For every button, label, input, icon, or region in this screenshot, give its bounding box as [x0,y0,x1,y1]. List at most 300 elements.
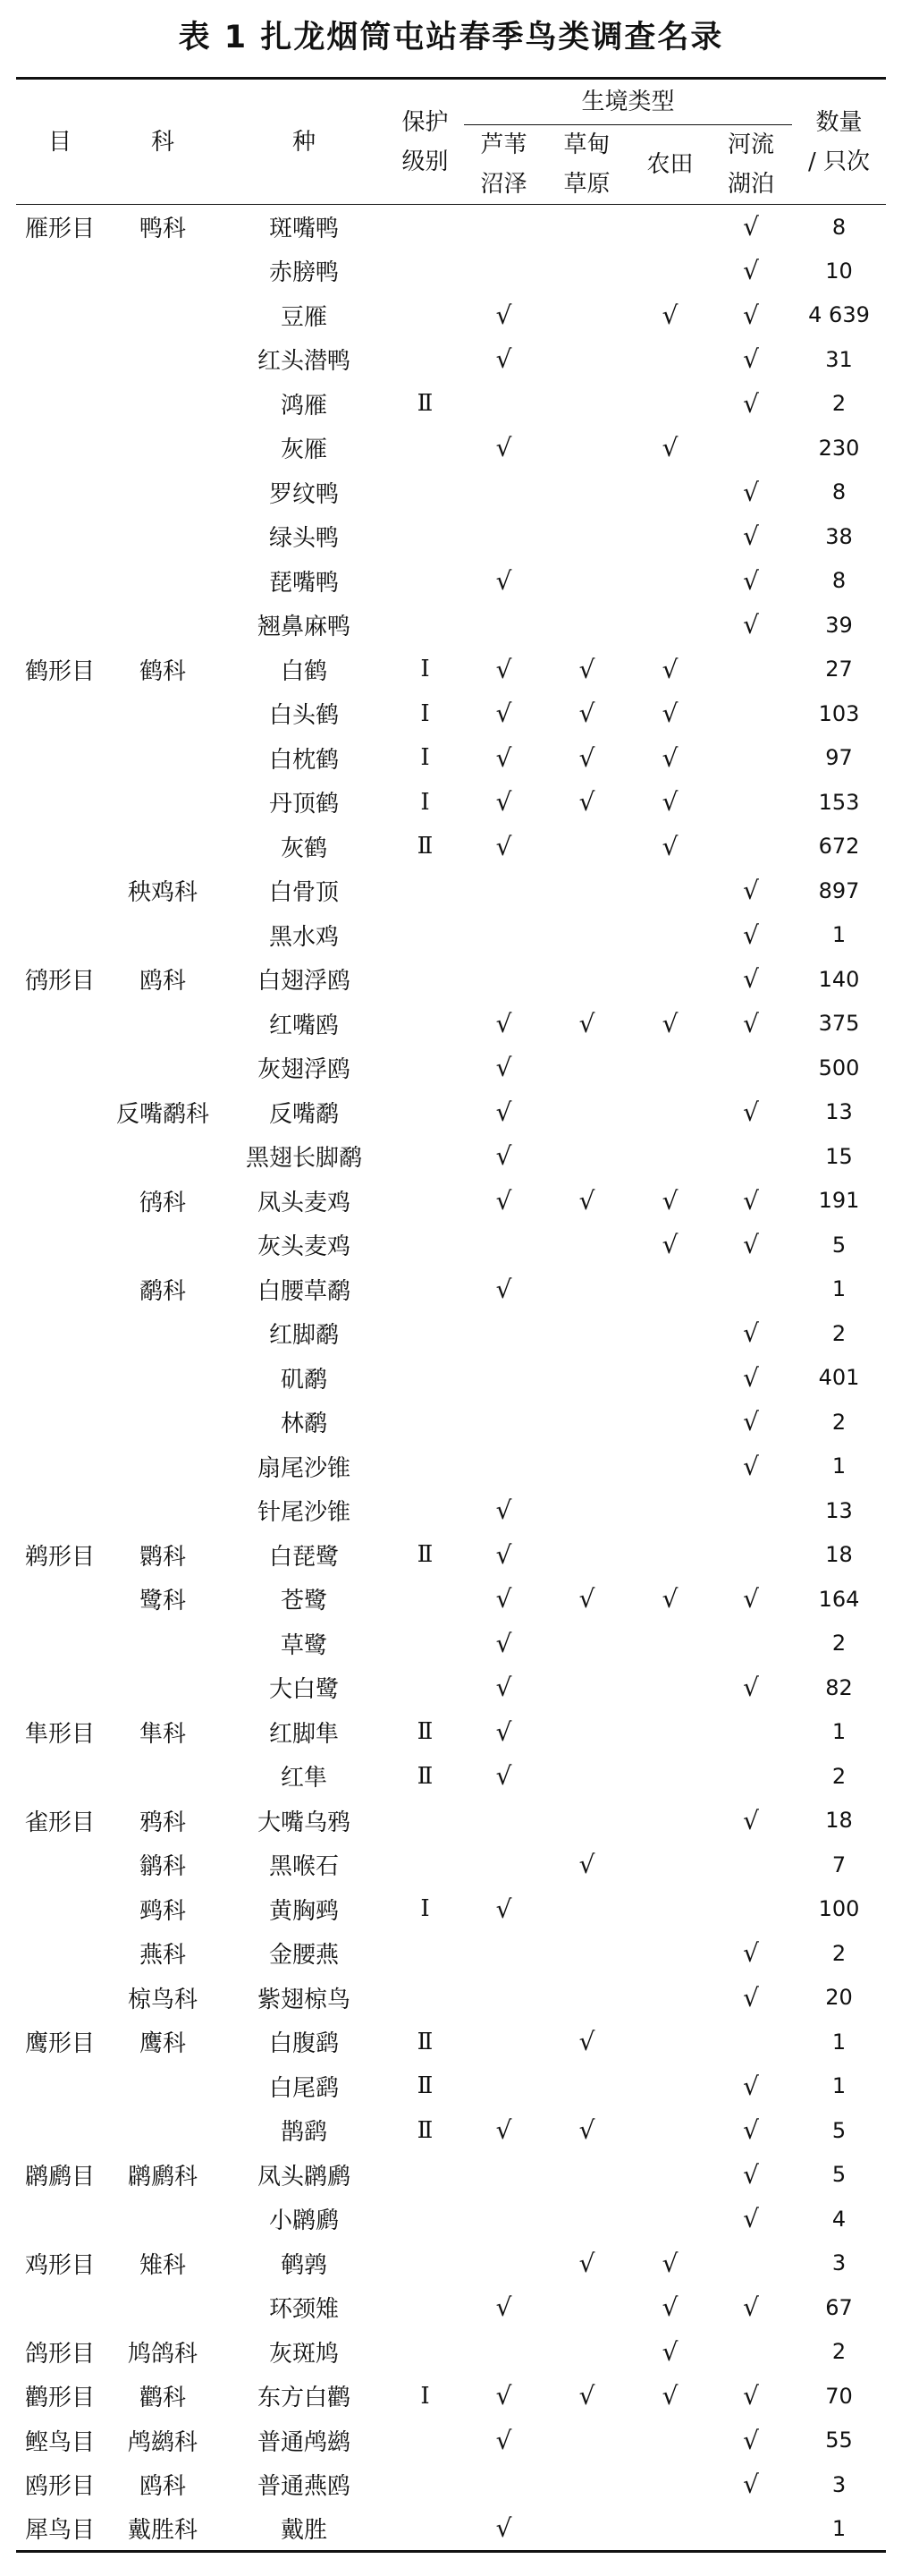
family-cell [104,2285,222,2330]
habitat-river-cell [710,648,792,692]
protection-cell [386,2241,464,2286]
table-row [16,1622,886,1666]
count-cell: 8 [831,479,847,505]
habitat-reed-cell: √ [464,2507,544,2552]
habitat-river-cell [710,2330,792,2375]
order-cell [16,1445,104,1489]
habitat-meadow-cell [544,913,630,958]
habitat-meadow-cell [544,2197,630,2241]
count-cell: 55 [825,2428,853,2453]
bird-survey-table [16,77,886,2553]
habitat-river-cell: √ [743,919,759,950]
protection-cell: Ⅱ [417,1541,434,1569]
habitat-farm-cell [630,1134,710,1179]
habitat-farm-cell [630,559,710,604]
order-cell: 雁形目 [24,216,95,242]
habitat-farm-cell [630,382,710,427]
order-cell [16,2064,104,2109]
habitat-reed-cell: √ [495,831,512,861]
habitat-farm-cell [630,1533,710,1578]
protection-cell [386,1223,464,1267]
protection-cell: Ⅱ [417,1718,434,1746]
habitat-meadow-cell [544,1622,630,1666]
habitat-river-cell [710,691,792,736]
order-cell [16,913,104,958]
count-cell: 82 [825,1674,853,1700]
count-cell: 2 [831,1631,847,1657]
habitat-reed-cell: √ [495,2381,512,2411]
protection-cell: Ⅱ [417,390,434,418]
habitat-reed-cell: √ [495,1097,512,1127]
habitat-reed-cell [464,1311,544,1356]
table-row [16,1046,886,1090]
protection-cell [386,2419,464,2463]
species-cell: 丹顶鹤 [268,791,339,818]
count-cell: 2 [831,2339,847,2365]
family-cell: 鹀科 [139,1897,186,1925]
habitat-reed-cell [464,249,544,293]
habitat-meadow-cell [544,2330,630,2375]
order-cell [16,1179,104,1224]
table-row [16,2197,886,2241]
habitat-meadow-cell: √ [578,787,595,818]
habitat-farm-cell [630,249,710,293]
habitat-farm-cell: √ [662,433,679,463]
family-cell: 雉科 [139,2251,186,2279]
count-cell: 153 [818,789,860,815]
species-cell: 红脚隼 [268,1720,339,1748]
table-row [16,780,886,825]
habitat-reed-cell: √ [495,1053,512,1083]
table-row [16,2285,886,2330]
habitat-meadow-cell [544,1488,630,1533]
table-row [16,648,886,692]
species-cell: 红头潜鸭 [257,348,350,376]
order-cell: 鹰形目 [24,2030,95,2058]
habitat-river-cell [710,1046,792,1090]
species-cell: 凤头䴙䴘 [257,2163,350,2190]
count-cell: 7 [831,1852,847,1877]
family-cell [104,603,222,648]
habitat-reed-cell: √ [495,1894,512,1924]
habitat-reed-cell: √ [495,1274,512,1304]
habitat-reed-cell: √ [495,1673,512,1703]
species-cell: 斑嘴鸭 [268,216,339,242]
header-order: 目 [16,79,104,205]
count-cell: 1 [831,1453,847,1479]
order-cell: 鸥形目 [24,2473,95,2501]
habitat-river-cell: √ [743,344,759,375]
habitat-meadow-cell [544,559,630,604]
habitat-farm-cell [630,603,710,648]
count-cell: 5 [831,2162,847,2188]
protection-cell [386,2462,464,2507]
habitat-river-cell: √ [743,300,759,330]
family-cell [104,2108,222,2153]
habitat-river-cell: √ [743,1938,759,1969]
habitat-meadow-cell [544,825,630,869]
habitat-farm-cell: √ [662,2248,679,2278]
habitat-meadow-cell: √ [578,1008,595,1038]
habitat-reed-cell [464,2462,544,2507]
habitat-farm-cell [630,869,710,913]
order-cell [16,1311,104,1356]
species-cell: 白骨顶 [268,879,339,907]
habitat-farm-cell [630,470,710,515]
habitat-farm-cell [630,1665,710,1710]
count-cell: 5 [831,1232,847,1258]
family-cell [104,1400,222,1445]
species-cell: 赤膀鸭 [268,259,339,287]
count-cell: 103 [818,700,860,726]
habitat-river-cell [710,2241,792,2286]
family-cell [104,382,222,427]
table-row [16,1356,886,1401]
count-cell: 2 [831,1320,847,1346]
order-cell [16,1090,104,1135]
habitat-meadow-cell [544,1931,630,1976]
protection-cell [386,514,464,559]
habitat-river-cell [710,1533,792,1578]
habitat-reed-cell [464,2197,544,2241]
family-cell: 反嘴鹬科 [115,1100,209,1128]
species-cell: 绿头鸭 [268,525,339,553]
header-meadow-line2: 草原 [563,171,611,198]
table-row [16,1002,886,1046]
habitat-reed-cell [464,1976,544,2021]
order-cell: 鹤形目 [24,657,95,685]
order-cell [16,1046,104,1090]
habitat-meadow-cell [544,957,630,1002]
habitat-river-cell: √ [743,1097,759,1127]
protection-cell [386,1665,464,1710]
table-row [16,825,886,869]
habitat-farm-cell: √ [662,300,679,330]
order-cell [16,426,104,470]
habitat-meadow-cell [544,2419,630,2463]
species-cell: 红隼 [280,1765,327,1792]
species-cell: 草鹭 [280,1631,327,1659]
habitat-reed-cell: √ [495,654,512,684]
species-cell: 林鹬 [280,1411,327,1438]
habitat-river-cell: √ [743,2204,759,2234]
count-cell: 5 [831,2117,847,2143]
habitat-farm-cell [630,1488,710,1533]
order-cell [16,2108,104,2153]
habitat-reed-cell: √ [495,1716,512,1747]
habitat-reed-cell: √ [495,742,512,773]
family-cell [104,293,222,338]
habitat-farm-cell: √ [662,742,679,773]
habitat-farm-cell [630,913,710,958]
protection-cell [386,1577,464,1622]
family-cell [104,1311,222,1356]
habitat-reed-cell: √ [495,565,512,596]
count-cell: 27 [825,657,853,682]
habitat-farm-cell [630,1976,710,2021]
order-cell [16,825,104,869]
family-cell: 鹮科 [139,1543,186,1571]
count-cell: 164 [818,1586,860,1612]
species-cell: 黑翅长脚鹬 [245,1145,362,1173]
habitat-meadow-cell: √ [578,1850,595,1880]
habitat-farm-cell [630,1090,710,1135]
order-cell: 雀形目 [24,1809,95,1836]
header-meadow-line1: 草甸 [563,131,611,158]
habitat-meadow-cell [544,1665,630,1710]
family-cell: 鸠鸽科 [127,2340,198,2368]
species-cell: 黄胸鹀 [268,1897,339,1925]
header-count-line1: 数量 [815,108,863,136]
habitat-river-cell [710,1622,792,1666]
habitat-river-cell: √ [743,388,759,419]
family-cell [104,1754,222,1799]
order-cell [16,2197,104,2241]
protection-cell [386,559,464,604]
family-cell: 鸦科 [139,1809,186,1836]
species-cell: 白腹鹞 [268,2030,339,2058]
habitat-meadow-cell [544,1134,630,1179]
family-cell [104,1002,222,1046]
order-cell [16,1223,104,1267]
count-cell: 13 [825,1099,853,1125]
habitat-meadow-cell [544,2153,630,2198]
family-cell: 鹤科 [139,657,186,685]
protection-cell [386,1311,464,1356]
family-cell: 䴙䴘科 [127,2163,198,2190]
protection-cell [386,470,464,515]
header-habitat: 生境类型 [464,79,792,125]
habitat-farm-cell [630,957,710,1002]
habitat-farm-cell [630,1356,710,1401]
order-cell [16,1356,104,1401]
family-cell [104,2197,222,2241]
family-cell [104,2064,222,2109]
protection-cell [386,1622,464,1666]
table-row [16,1754,886,1799]
order-cell [16,1488,104,1533]
habitat-river-cell: √ [743,1451,759,1481]
habitat-farm-cell: √ [662,831,679,861]
header-count-line2: / 只次 [808,148,871,175]
habitat-meadow-cell: √ [578,2248,595,2278]
family-cell: 鹬科 [139,1277,186,1305]
header-habitat-reed [464,125,544,205]
family-cell [104,1134,222,1179]
count-cell: 1 [831,2029,847,2055]
habitat-reed-cell: √ [495,1185,512,1216]
habitat-river-cell: √ [743,1362,759,1393]
family-cell [104,736,222,781]
table-row [16,205,886,250]
habitat-river-cell [710,825,792,869]
family-cell: 鸬鹚科 [127,2428,198,2456]
species-cell: 凤头麦鸡 [257,1189,350,1216]
header-species: 种 [222,79,386,205]
header-family: 科 [104,79,222,205]
species-cell: 灰头麦鸡 [257,1233,350,1261]
protection-cell [386,1267,464,1312]
table-row [16,2374,886,2419]
habitat-farm-cell: √ [662,2381,679,2411]
habitat-reed-cell [464,514,544,559]
protection-cell [386,1445,464,1489]
habitat-meadow-cell [544,1400,630,1445]
protection-cell: Ⅱ [417,1762,434,1790]
protection-cell [386,249,464,293]
order-cell [16,1400,104,1445]
species-cell: 反嘴鹬 [268,1100,339,1128]
table-title: 表 1 扎龙烟筒屯站春季鸟类调查名录 [178,20,724,55]
order-cell [16,1665,104,1710]
habitat-meadow-cell [544,426,630,470]
family-cell: 鹳科 [139,2385,186,2412]
habitat-farm-cell [630,1046,710,1090]
table-row [16,470,886,515]
habitat-reed-cell [464,1799,544,1843]
habitat-farm-cell: √ [662,1584,679,1614]
protection-cell [386,2153,464,2198]
habitat-reed-cell: √ [495,699,512,729]
species-cell: 针尾沙锥 [257,1499,350,1527]
species-cell: 戴胜 [222,2507,386,2552]
table-row [16,2462,886,2507]
habitat-river-cell: √ [743,2425,759,2455]
order-cell [16,603,104,648]
species-cell: 矶鹬 [280,1366,327,1394]
table-row [16,559,886,604]
table-row [16,514,886,559]
order-cell [16,736,104,781]
table-row [16,337,886,382]
header-habitat-farm: 农田 [630,125,710,205]
table-row [16,1311,886,1356]
species-cell: 普通燕鸥 [257,2473,350,2501]
table-row [16,2020,886,2064]
protection-cell: Ⅰ [420,1895,430,1923]
habitat-river-cell [710,1134,792,1179]
table-row [16,1931,886,1976]
family-cell [104,249,222,293]
habitat-farm-cell: √ [662,1185,679,1216]
table-row [16,1267,886,1312]
habitat-river-cell [710,1754,792,1799]
habitat-farm-cell [630,2108,710,2153]
habitat-meadow-cell: √ [578,2381,595,2411]
habitat-reed-cell [464,470,544,515]
habitat-reed-cell [464,1931,544,1976]
habitat-farm-cell: √ [662,2292,679,2323]
order-cell: 鲣鸟目 [24,2428,95,2456]
table-row [16,2064,886,2109]
table-row [16,249,886,293]
table-row [16,1223,886,1267]
family-cell: 鸥科 [139,2473,186,2501]
table-row [16,382,886,427]
habitat-farm-cell: √ [662,2336,679,2367]
table-row [16,691,886,736]
protection-cell [386,1179,464,1224]
protection-cell [386,2507,464,2552]
habitat-farm-cell [630,2419,710,2463]
habitat-meadow-cell [544,1223,630,1267]
order-cell: 隼形目 [24,1720,95,1748]
family-cell [104,1445,222,1489]
count-cell: 70 [825,2383,853,2409]
table-row [16,2241,886,2286]
protection-cell [386,957,464,1002]
habitat-farm-cell [630,1267,710,1312]
habitat-meadow-cell [544,1090,630,1135]
habitat-reed-cell: √ [495,1628,512,1658]
table-body [16,205,886,2552]
habitat-river-cell [710,1267,792,1312]
order-cell: 鸻形目 [24,968,95,996]
habitat-reed-cell: √ [495,2425,512,2455]
protection-cell [386,2285,464,2330]
habitat-river-cell: √ [743,2470,759,2500]
habitat-river-cell: √ [743,1584,759,1614]
order-cell [16,382,104,427]
habitat-meadow-cell [544,2507,630,2552]
habitat-reed-cell [464,913,544,958]
habitat-meadow-cell [544,2285,630,2330]
protection-cell [386,1799,464,1843]
habitat-reed-cell: √ [495,1496,512,1526]
table-row [16,736,886,781]
family-cell: 鸥科 [139,968,186,996]
habitat-farm-cell [630,1887,710,1932]
order-cell: 犀鸟目 [16,2507,104,2552]
protection-cell: Ⅰ [420,2382,430,2410]
species-cell: 白枕鹤 [268,746,339,774]
habitat-reed-cell [464,957,544,1002]
habitat-river-cell [710,1843,792,1887]
family-cell: 秧鸡科 [127,879,198,907]
species-cell: 白腰草鹬 [257,1277,350,1305]
count-cell: 140 [818,966,860,992]
habitat-river-cell: √ [743,1008,759,1038]
family-cell [104,1488,222,1533]
habitat-meadow-cell [544,1887,630,1932]
habitat-river-cell: √ [743,1407,759,1437]
habitat-reed-cell: √ [495,1761,512,1792]
protection-cell [386,1046,464,1090]
species-cell: 白琵鹭 [268,1543,339,1571]
protection-cell [386,2197,464,2241]
habitat-meadow-cell: √ [578,654,595,684]
habitat-reed-cell: √ [495,1008,512,1038]
protection-cell: Ⅱ [417,2072,434,2100]
habitat-river-cell: √ [743,2071,759,2101]
order-cell [16,1267,104,1312]
protection-cell [386,913,464,958]
table-row [16,293,886,338]
table-row [16,1134,886,1179]
family-cell [104,1356,222,1401]
count-cell: 2 [831,391,847,417]
habitat-meadow-cell [544,2462,630,2507]
protection-cell [386,337,464,382]
order-cell [16,691,104,736]
family-cell: 椋鸟科 [127,1986,198,2013]
habitat-farm-cell [630,1622,710,1666]
habitat-farm-cell: √ [662,787,679,818]
table-row [16,2108,886,2153]
table-row [16,869,886,913]
habitat-farm-cell: √ [662,1008,679,1038]
count-cell: 18 [825,1808,853,1834]
